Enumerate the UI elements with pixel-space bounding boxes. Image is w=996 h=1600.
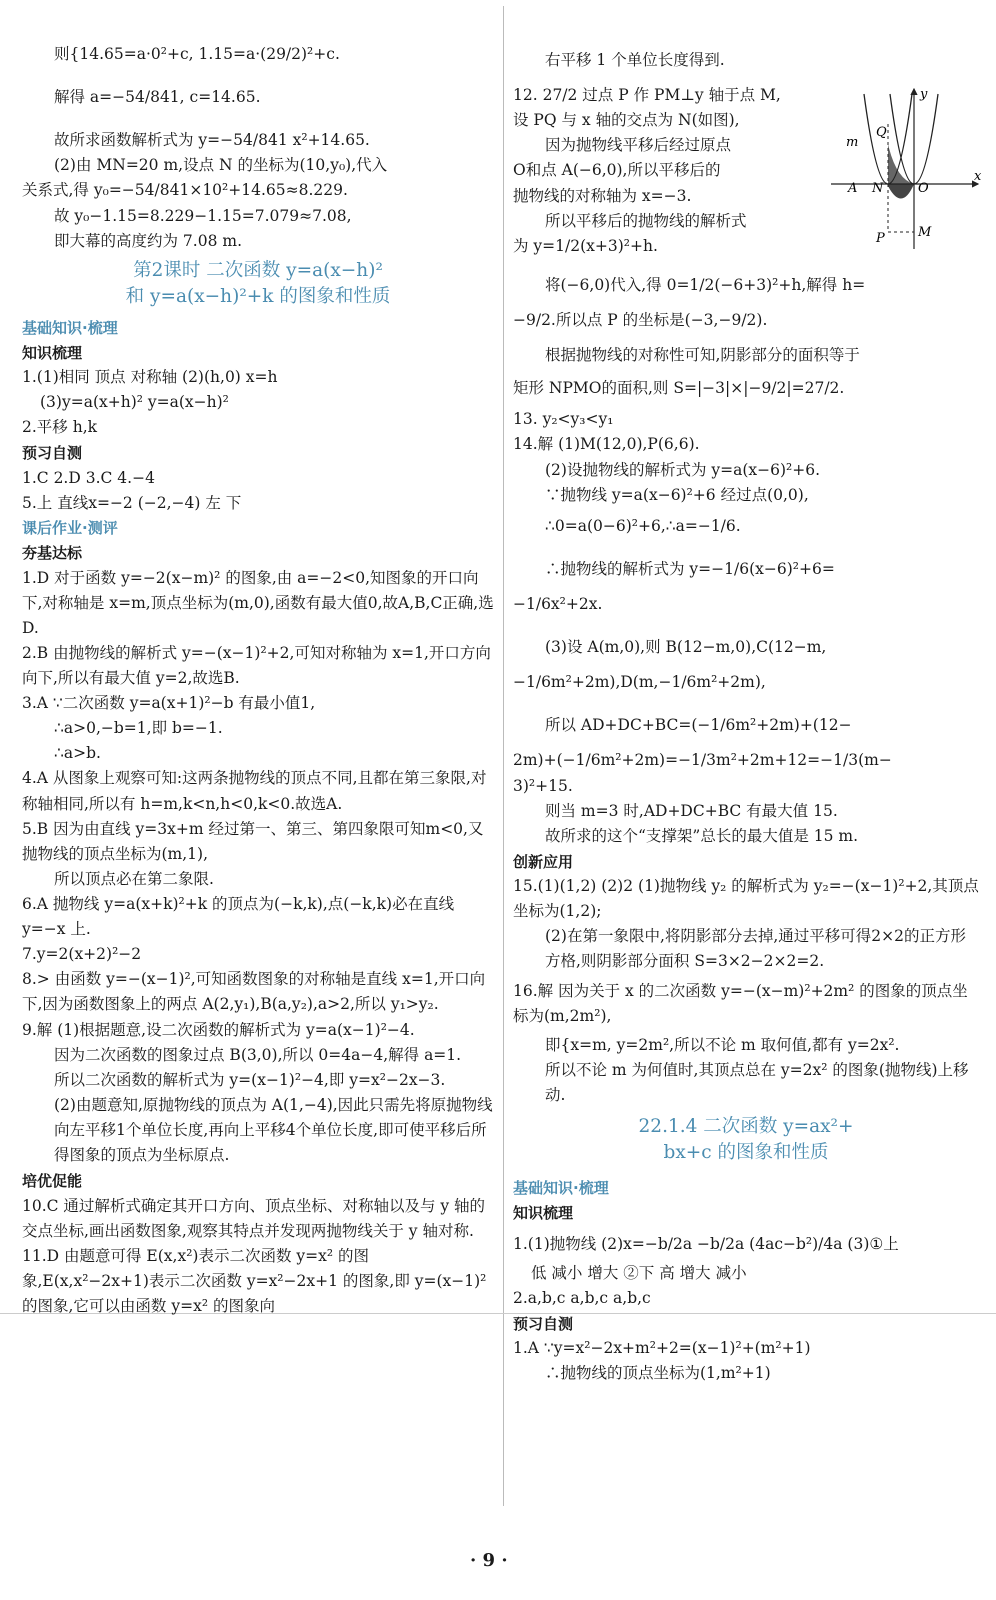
sub-preview: 预习自测 [22,444,83,463]
sub-knowledge: 知识梳理 [22,343,83,362]
height-line: 即大幕的高度约为 7.08 m. [54,231,242,250]
r12e: 抛物线的对称轴为 x=−3. [513,186,692,205]
page-number: · 9 · [470,1550,508,1571]
r12h: 将(−6,0)代入,得 0=1/2(−6+3)²+h,解得 h= [545,275,866,294]
part2-line: (2)由 MN=20 m,设点 N 的坐标为(10,y₀),代入 [54,156,388,175]
r12c: 因为抛物线平移后经过原点 [545,136,732,155]
answer-3: 3.A ∵二次函数 y=a(x+1)²−b 有最小值1, [22,694,316,713]
knowledge-1b: (3)y=a(x+h)² y=a(x−h)² [40,393,229,412]
answer-5: 5.B 因为由直线 y=3x+m 经过第一、第三、第四象限可知m<0,又抛物线的顶点坐标为(m,1), [22,819,484,863]
answer-14m: 故所求的这个“支撑架”总长的最大值是 15 m. [545,826,859,845]
answer-14g: (3)设 A(m,0),则 B(12−m,0),C(12−m, [545,638,827,657]
answer-16b: 即{x=m, y=2m²,所以不论 m 取何值,都有 y=2x². [545,1035,900,1054]
answer-15a: 15.(1)(1,2) (2)2 (1)抛物线 y₂ 的解析式为 y₂=−(x−1)²+2,其顶点坐标为(1,2); [513,877,979,921]
sub-knowledge-2: 知识梳理 [513,1204,574,1223]
label-m: m [846,135,859,150]
answer-16a: 16.解 因为关于 x 的二次函数 y=−(x−m)²+2m² 的图象的顶点坐标为(m,2m²), [513,981,968,1025]
answer-14l: 则当 m=3 时,AD+DC+BC 有最大值 15. [545,801,838,820]
r12f: 所以平移后的抛物线的解析式 [545,211,747,230]
answer-14f: −1/6x²+2x. [513,594,603,613]
column-divider [503,6,504,1506]
sub-foundation: 夯基达标 [22,544,83,563]
answer-9b: 因为二次函数的图象过点 B(3,0),所以 0=4a−4,解得 a=1. [54,1045,462,1064]
label-x: x [974,169,982,184]
r12i: −9/2.所以点 P 的坐标是(−3,−9/2). [513,310,768,329]
answer-14b: (2)设抛物线的解析式为 y=a(x−6)²+6. [545,460,821,479]
answer-6: 6.A 抛物线 y=a(x+k)²+k 的顶点为(−k,k),点(−k,k)必在直线 y=−x 上. [22,895,455,939]
system-equation: 则{14.65=a·0²+c, 1.15=a·(29/2)²+c. [54,45,340,63]
answer-4: 4.A 从图象上观察可知:这两条抛物线的顶点不同,且都在第三象限,对称轴相同,所以有 h=m,k<n,h<0,k<0.故选A. [22,769,487,813]
answer-5b: 所以顶点必在第二象限. [54,869,214,888]
answer-1: 1.D 对于函数 y=−2(x−m)² 的图象,由 a=−2<0,知图象的开口向下,对称轴是 x=m,顶点坐标为(m,0),函数有最大值0,故A,B,C正确,选D. [22,568,494,637]
preview-2-1a: 1.A ∵y=x²−2x+m²+2=(x−1)²+(m²+1) [513,1339,811,1358]
relation-line: 关系式,得 y₀=−54/841×10²+14.65≈8.229. [22,181,348,200]
knowledge-1: 1.(1)相同 顶点 对称轴 (2)(h,0) x=h [22,368,278,387]
label-o: O [918,181,929,196]
answer-14d: ∴0=a(0−6)²+6,∴a=−1/6. [545,516,741,535]
section-basic-2: 基础知识·梳理 [513,1178,609,1197]
section-basic: 基础知识·梳理 [22,318,118,337]
answer-7: 7.y=2(x+2)²−2 [22,945,142,964]
answer-14h: −1/6m²+2m),D(m,−1/6m²+2m), [513,673,766,692]
preview-1: 1.C 2.D 3.C 4.−4 [22,468,155,487]
r12j: 根据抛物线的对称性可知,阴影部分的面积等于 [545,346,860,365]
knowledge-2: 2.平移 h,k [22,418,98,437]
knowledge-4: 2.a,b,c a,b,c a,b,c [513,1288,651,1307]
lesson-title-line1: 第2课时 二次函数 y=a(x−h)² [133,259,383,281]
left-column [22,42,494,1319]
knowledge-3a: 1.(1)抛物线 (2)x=−b/2a −b/2a (4ac−b²)/4a (3)①上 [513,1234,899,1253]
answer-10: 10.C 通过解析式确定其开口方向、顶点坐标、对称轴以及与 y 轴的交点坐标,画出函数图象,观察其特点并发现两抛物线关于 y 轴对称. [22,1196,486,1240]
answer-9c: 所以二次函数的解析式为 y=(x−1)²−4,即 y=x²−2x−3. [54,1070,446,1089]
knowledge-3b: 低 减小 增大 ②下 高 增大 减小 [531,1263,747,1282]
label-n: N [872,181,884,196]
preview-2-1b: ∴抛物线的顶点坐标为(1,m²+1) [545,1364,771,1383]
answer-16c: 所以不论 m 为何值时,其顶点总在 y=2x² 的图象(抛物线)上移动. [545,1060,969,1105]
label-p: P [876,231,885,246]
function-line: 故所求函数解析式为 y=−54/841 x²+14.65. [54,131,370,150]
sub-innovation: 创新应用 [513,852,574,871]
r-continued: 右平移 1 个单位长度得到. [545,51,725,69]
lesson2-line2: bx+c 的图象和性质 [663,1142,829,1164]
answer-13: 13. y₂<y₃<y₁ [513,410,614,429]
r12a: 12. 27/2 过点 P 作 PM⊥y 轴于点 M, [513,86,781,105]
r12g: 为 y=1/2(x+3)²+h. [513,236,658,255]
section-homework: 课后作业·测评 [22,518,118,537]
answer-3b: ∴a>0,−b=1,即 b=−1. [54,719,223,738]
label-q: Q [876,125,887,140]
r12d: O和点 A(−6,0),所以平移后的 [513,161,721,180]
answer-14c: ∵抛物线 y=a(x−6)²+6 经过点(0,0), [545,485,809,504]
label-m-point: M [918,225,932,240]
result-line: 故 y₀−1.15=8.229−1.15=7.079≈7.08, [54,206,352,225]
sub-preview-2: 预习自测 [513,1314,574,1333]
answer-14e: ∴抛物线的解析式为 y=−1/6(x−6)²+6= [545,559,835,578]
answer-2: 2.B 由抛物线的解析式 y=−(x−1)²+2,可知对称轴为 x=1,开口方向向下,所以有最大值 y=2,故选B. [22,643,491,688]
answer-14k: 3)²+15. [513,776,573,795]
answer-9: 9.解 (1)根据题意,设二次函数的解析式为 y=a(x−1)²−4. [22,1020,415,1039]
r12b: 设 PQ 与 x 轴的交点为 N(如图), [513,111,740,130]
parabola-figure [826,84,986,254]
lesson-title-line2: 和 y=a(x−h)²+k 的图象和性质 [125,285,391,307]
label-a: A [848,181,858,196]
answer-9d: (2)由题意知,原抛物线的顶点为 A(1,−4),因此只需先将原抛物线向左平移1个单位长度,再向上平移4个单位长度,即可使平移后所得图象的顶点为坐标原点. [54,1095,493,1165]
sub-advance: 培优促能 [22,1172,83,1191]
answer-15b: (2)在第一象限中,将阴影部分去掉,通过平移可得2×2的正方形方格,则阴影部分面积 S=3×2−2×2=2. [545,927,967,971]
answer-14i: 所以 AD+DC+BC=(−1/6m²+2m)+(12− [545,716,852,735]
answer-3c: ∴a>b. [54,744,101,763]
answer-8: 8.> 由函数 y=−(x−1)²,可知函数图象的对称轴是直线 x=1,开口向下,因为函数图象上的两点 A(2,y₁),B(a,y₂),a>2,所以 y₁>y₂. [22,970,486,1014]
answer-14a: 14.解 (1)M(12,0),P(6,6). [513,435,700,454]
lesson-title-2 [513,1114,979,1166]
solve-line: 解得 a=−54/841, c=14.65. [54,88,261,107]
preview-5: 5.上 直线x=−2 (−2,−4) 左 下 [22,493,242,512]
answer-11: 11.D 由题意可得 E(x,x²)表示二次函数 y=x² 的图象,E(x,x²−2x+1)表示二次函数 y=x²−2x+1 的图象,即 y=(x−1)² 的图象,它可以由函数 y=x² 的图象向 [22,1246,487,1315]
lesson-title [22,258,494,310]
lesson2-line1: 22.1.4 二次函数 y=ax²+ [638,1116,854,1138]
problem-12-block [513,83,813,259]
answer-14j: 2m)+(−1/6m²+2m)=−1/3m²+2m+12=−1/3(m− [513,751,892,770]
shaded-region-upper [888,144,914,184]
r12k: 矩形 NPMO的面积,则 S=|−3|×|−9/2|=27/2. [513,379,845,398]
label-y: y [920,87,928,102]
